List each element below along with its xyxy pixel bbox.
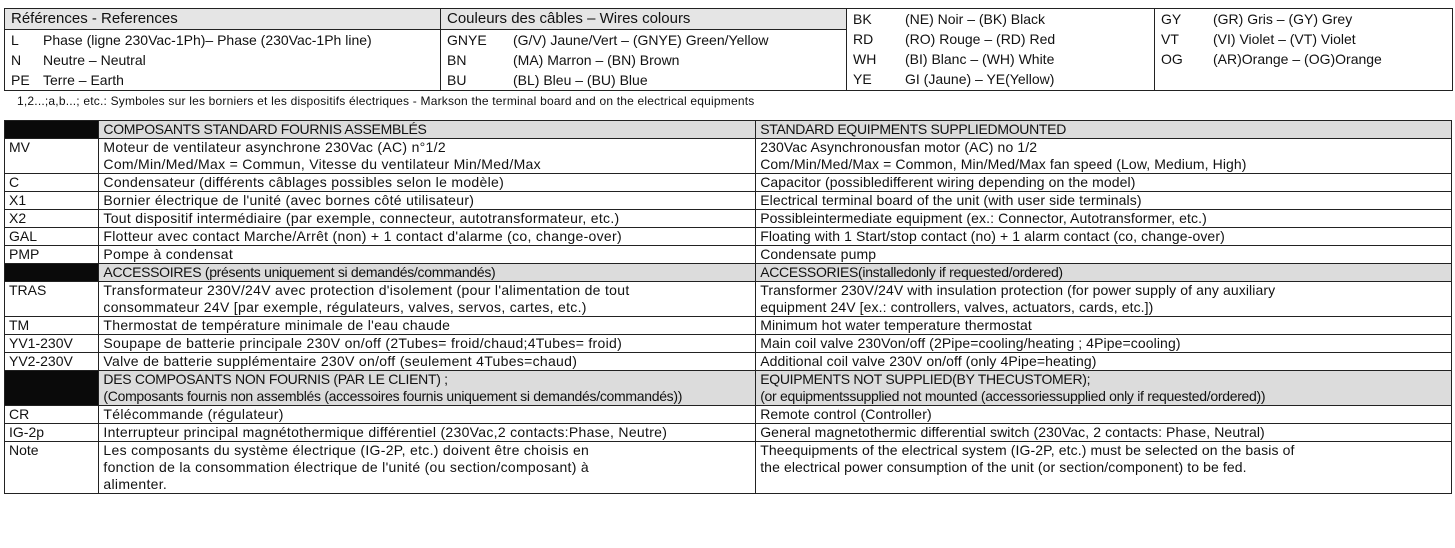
wire-bk: BK (NE) Noir – (BK) Black: [853, 11, 1046, 27]
wires-header: Couleurs des câbles – Wires colours: [441, 9, 847, 30]
row-en: Condensate pump: [756, 246, 1452, 264]
section-not-supplied: [5, 371, 1452, 406]
wire-gnye: GNYE (G/V) Jaune/Vert – (GNYE) Green/Yellow: [447, 32, 769, 48]
wire-bn: BN (MA) Marron – (BN) Brown: [447, 52, 680, 68]
references-list: [5, 30, 441, 91]
wire-bu: BU (BL) Bleu – (BU) Blue: [447, 72, 648, 88]
section-standard-fr: COMPOSANTS STANDARD FOURNIS ASSEMBLÉS: [99, 121, 756, 139]
section-marker: [5, 371, 99, 406]
table-row: [5, 210, 1452, 228]
row-en: Floating with 1 Start/stop contact (no) + 1 alarm contact (co, change-over): [756, 228, 1452, 246]
row-en: 230Vac Asynchronousfan motor (AC) no 1/2 Com/Min/Med/Max = Common, Min/Med/Max fan speed (Low, Medium, High): [756, 139, 1452, 174]
table-row: [5, 282, 1452, 317]
row-en: Remote control (Controller): [756, 406, 1452, 424]
row-code: X1: [5, 192, 99, 210]
row-fr: Moteur de ventilateur asynchrone 230Vac (AC) n°1/2 Com/Min/Med/Max = Commun, Vitesse du ventilateur Min/Med/Max: [99, 139, 756, 174]
row-en: Capacitor (possibledifferent wiring depending on the model): [756, 174, 1452, 192]
row-fr: Valve de batterie supplémentaire 230V on/off (seulement 4Tubes=chaud): [99, 353, 756, 371]
row-fr: Télécommande (régulateur): [99, 406, 756, 424]
section-not-supplied-en: EQUIPMENTS NOT SUPPLIED(BY THECUSTOMER); (or equipmentssupplied not mounted (accessoriessupplied only if requested/ordered)): [756, 371, 1452, 406]
table-row: [5, 335, 1452, 353]
ref-n: N Neutre – Neutral: [11, 52, 146, 68]
row-fr: Condensateur (différents câblages possibles selon le modèle): [99, 174, 756, 192]
ref-l: L Phase (ligne 230Vac-1Ph)– Phase (230Vac-1Ph line): [11, 32, 372, 48]
row-code: IG-2p: [5, 424, 99, 442]
row-en: Transformer 230V/24V with insulation protection (for power supply of any auxiliary equipment 24V [ex.: controllers, valves, actuators, cards, etc.]): [756, 282, 1452, 317]
row-code: YV2-230V: [5, 353, 99, 371]
ref-pe: PE Terre – Earth: [11, 72, 124, 88]
row-code: TM: [5, 317, 99, 335]
row-code: Note: [5, 442, 99, 494]
row-code: TRAS: [5, 282, 99, 317]
row-code: C: [5, 174, 99, 192]
row-code: X2: [5, 210, 99, 228]
row-fr: Les composants du système électrique (IG-2P, etc.) doivent être choisis en fonction de la consommation électrique de l'unité (ou section/composant) à alimenter.: [99, 442, 756, 494]
row-fr: Flotteur avec contact Marche/Arrêt (non) + 1 contact d'alarme (co, change-over): [99, 228, 756, 246]
table-row: [5, 139, 1452, 174]
table-row: [5, 353, 1452, 371]
row-en: Additional coil valve 230V on/off (only 4Pipe=heating): [756, 353, 1452, 371]
table-row: [5, 228, 1452, 246]
table-row: [5, 442, 1452, 494]
section-marker: [5, 121, 99, 139]
wire-gy: GY (GR) Gris – (GY) Grey: [1161, 11, 1353, 27]
wires-col2: [847, 9, 1155, 91]
table-row: [5, 317, 1452, 335]
wire-rd: RD (RO) Rouge – (RD) Red: [853, 31, 1056, 47]
row-code: GAL: [5, 228, 99, 246]
row-fr: Thermostat de température minimale de l'eau chaude: [99, 317, 756, 335]
row-code: YV1-230V: [5, 335, 99, 353]
row-en: Possibleintermediate equipment (ex.: Connector, Autotransformer, etc.): [756, 210, 1452, 228]
table-row: [5, 192, 1452, 210]
row-code: PMP: [5, 246, 99, 264]
section-standard-en: STANDARD EQUIPMENTS SUPPLIEDMOUNTED: [756, 121, 1452, 139]
row-en: Main coil valve 230Von/off (2Pipe=cooling/heating ; 4Pipe=cooling): [756, 335, 1452, 353]
wire-og: OG (AR)Orange – (OG)Orange: [1161, 51, 1382, 67]
section-not-supplied-fr: DES COMPOSANTS NON FOURNIS (PAR LE CLIENT) ; (Composants fournis non assemblés (accessoires fournis uniquement si demandés/commandés)): [99, 371, 756, 406]
section-standard: [5, 121, 1452, 139]
row-en: General magnetothermic differential switch (230Vac, 2 contacts: Phase, Neutral): [756, 424, 1452, 442]
row-fr: Bornier électrique de l'unité (avec bornes côté utilisateur): [99, 192, 756, 210]
section-accessories-en: ACCESSORIES(installedonly if requested/ordered): [756, 264, 1452, 282]
table-row: [5, 174, 1452, 192]
wires-col1: [441, 30, 847, 91]
components-table: [4, 120, 1452, 494]
wire-wh: WH (BI) Blanc – (WH) White: [853, 51, 1055, 67]
table-row: [5, 424, 1452, 442]
row-code: CR: [5, 406, 99, 424]
symbols-note: 1,2...;a,b...; etc.: Symboles sur les borniers et les dispositifs électriques - Markson the terminal board and on the electrical equipments: [17, 94, 755, 108]
row-en: Electrical terminal board of the unit (with user side terminals): [756, 192, 1452, 210]
row-en: Minimum hot water temperature thermostat: [756, 317, 1452, 335]
row-fr: Soupape de batterie principale 230V on/off (2Tubes= froid/chaud;4Tubes= froid): [99, 335, 756, 353]
row-code: MV: [5, 139, 99, 174]
section-accessories-fr: ACCESSOIRES (présents uniquement si demandés/commandés): [99, 264, 756, 282]
references-table: [4, 8, 1453, 91]
section-accessories: [5, 264, 1452, 282]
section-marker: [5, 264, 99, 282]
row-fr: Tout dispositif intermédiaire (par exemple, connecteur, autotransformateur, etc.): [99, 210, 756, 228]
wire-vt: VT (VI) Violet – (VT) Violet: [1161, 31, 1356, 47]
row-en: Theequipments of the electrical system (IG-2P, etc.) must be selected on the basis of the electrical power consumption of the unit (or section/component) to be fed.: [756, 442, 1452, 494]
references-header: Références - References: [5, 9, 441, 30]
row-fr: Transformateur 230V/24V avec protection d'isolement (pour l'alimentation de tout consommateur 24V [par exemple, régulateurs, valves, servos, cartes, etc.): [99, 282, 756, 317]
table-row: [5, 406, 1452, 424]
row-fr: Interrupteur principal magnétothermique différentiel (230Vac,2 contacts:Phase, Neutre): [99, 424, 756, 442]
wires-col3: [1155, 9, 1453, 91]
row-fr: Pompe à condensat: [99, 246, 756, 264]
table-row: [5, 246, 1452, 264]
wire-ye: YE GI (Jaune) – YE(Yellow): [853, 71, 1055, 87]
